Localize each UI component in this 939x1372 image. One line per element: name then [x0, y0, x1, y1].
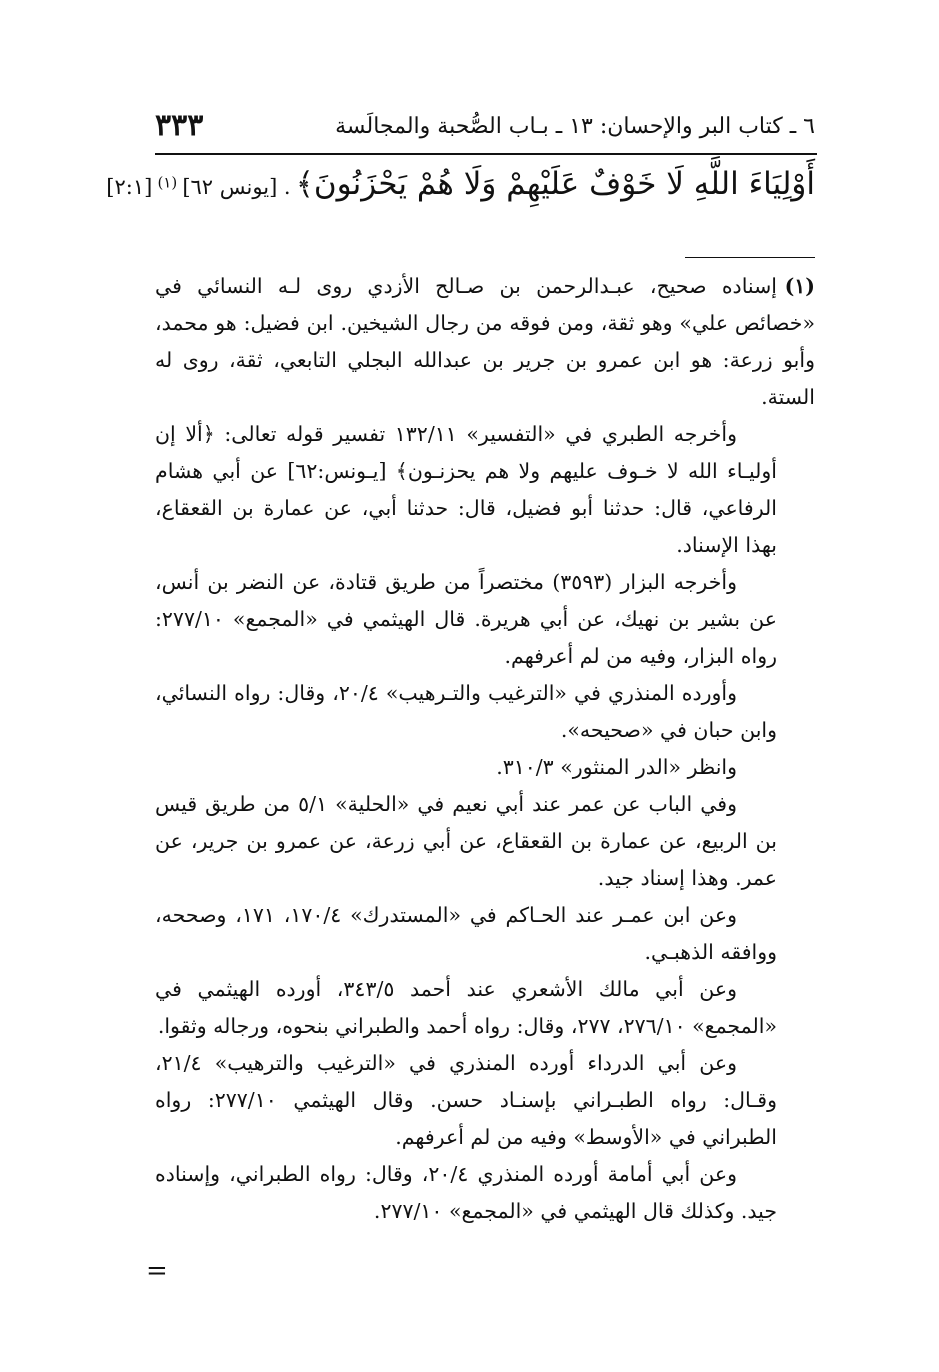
footnote-paragraph [155, 268, 815, 416]
footnote-divider [685, 257, 815, 258]
footnote-number: (١) [784, 274, 815, 298]
continuation-mark: = [146, 1256, 168, 1286]
hadith-classification: [٢:١] [106, 175, 153, 199]
footnote-paragraph: وعن أبي مالك الأشعري عند أحمد ٣٤٣/٥، أورده الهيثمي في «المجمع» ٢٧٦/١٠، ٢٧٧، وقال: رواه أحمد والطبراني بنحوه، ورجاله وثقوا. [155, 977, 777, 1038]
footnote-marker: (١) [157, 173, 178, 192]
verse-reference: . [يونس ٦٢] [182, 175, 291, 199]
footnote-paragraph: وعن أبي أمامة أورده المنذري ٢٠/٤، وقال: رواه الطبراني، وإسناده جيد. وكذلك قال الهيثمي في «المجمع» ٢٧٧/١٠. [155, 1162, 777, 1223]
footnote-text: إسناده صحيح، عبـدالرحمن بن صـالح الأزدي روى لـه النسائي في «خصائص علي» وهو ثقة، ومن فوقه من رجال الشيخين. ابن فضيل: هو محمد، وأبو زرعة: هو ابن عمرو بن جرير بن عبدالله البجلي التابعي، ثقة، روى له الستة. [155, 274, 815, 409]
running-header [155, 108, 815, 150]
quran-verse-text: أَوْلِيَاءَ اللَّهِ لَا خَوْفٌ عَلَيْهِمْ وَلَا هُمْ يَحْزَنُونَ﴾ [295, 166, 815, 202]
footnotes-section [155, 268, 815, 1308]
footnote-paragraph: وأخرجه البزار (٣٥٩٣) مختصراً من طريق قتادة، عن النضر بن أنس، عن بشير بن نهيك، عن أبي هريرة. قال الهيثمي في «المجمع» ٢٧٧/١٠: رواه البزار، وفيه من لم أعرفهم. [155, 570, 777, 668]
footnote-paragraph: وأخرجه الطبري في «التفسير» ١٣٢/١١ تفسير قوله تعالى: ﴿ألا إن أوليـاء الله لا خـوف عليهم ولا هم يحزنـون﴾ [يـونس:٦٢] عن أبي هشام الرفاعي، قال: حدثنا أبو فضيل، قال: حدثنا أبي، عن عمارة بن القعقاع، بهذا الإسناد. [155, 422, 777, 557]
footnote-paragraph: وانظر «الدر المنثور» ٣١٠/٣. [496, 755, 737, 779]
footnote-paragraph: وعن أبي الدرداء أورده المنذري في «الترغيب والترهيب» ٢١/٤، وقـال: رواه الطبـراني بإسنـاد حسن. وقال الهيثمي ٢٧٧/١٠: رواه الطبراني في «الأوسط» وفيه من لم أعرفهم. [155, 1051, 777, 1149]
header-divider [155, 153, 817, 155]
footnote-paragraph: وفي الباب عن عمر عند أبي نعيم في «الحلية» ٥/١ من طريق قيس بن الربيع، عن عمارة بن القعقاع، عن أبي زرعة، عن عمرو بن جرير، عن عمر. وهذا إسناد جيد. [155, 792, 777, 890]
quran-verse-line [106, 166, 815, 228]
page-number: ٣٣٣ [155, 108, 204, 143]
chapter-title: ٦ ـ كتاب البر والإحسان: ١٣ ـ بـاب الصُّحبة والمجالَسة [335, 114, 815, 139]
footnote-paragraph: وأورده المنذري في «الترغيب والتـرهيب» ٢٠/٤، وقال: رواه النسائي، وابن حبان في «صحيحه». [155, 681, 777, 742]
footnote-paragraph: وعن ابن عمـر عند الحـاكم في «المستدرك» ١٧٠/٤، ١٧١، وصححه، ووافقه الذهبـي. [155, 903, 777, 964]
